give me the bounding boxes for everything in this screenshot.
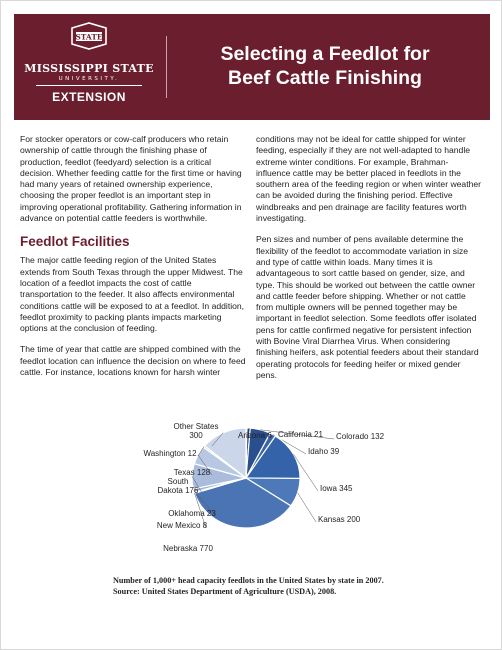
- logo-rule: [36, 85, 142, 86]
- pie-label-kansas: Kansas 200: [318, 515, 361, 524]
- pie-label-texas: Texas 128: [173, 468, 211, 477]
- intro-paragraph: For stocker operators or cow-calf producers who retain ownership of cattle through the finishing phase of production, feedlot (feedyard) selection is a critical decision. Whether feeding cattle for the first time or having had many years of retained ownership experience, choosing the proper feedlot is an important step in improving operational profitability. Gathering information in advance on potential cattle feeders is worthwhile.: [20, 134, 242, 224]
- pie-label-washington: Washington 12: [143, 449, 197, 458]
- pie-label-arizona: Arizona 6: [238, 431, 272, 440]
- pie-label-nebraska: Nebraska 770: [163, 544, 213, 553]
- section-heading-feedlot-facilities: Feedlot Facilities: [20, 234, 130, 250]
- msu-extension-logo[interactable]: [20, 18, 158, 106]
- right-paragraph-1: conditions may not be ideal for cattle shipped for winter feeding, especially if they are not well-adapted to handle extreme winter conditions. For example, Brahman-influence cattle may be better placed in feedlots in the southern area of the feeding region or when winter weather can be avoided during the finishing period. Effective windbreaks and pen drainage are facility features worth investigating.: [256, 134, 482, 224]
- pie-label-idaho: Idaho 39: [308, 447, 340, 456]
- pie-label-iowa: Iowa 345: [320, 484, 353, 493]
- pie-label-california: California 21: [278, 430, 323, 439]
- state-seal-icon: [68, 22, 110, 50]
- pie-label-new-mexico: New Mexico 8: [156, 521, 208, 530]
- logo-university-name: MISSISSIPPI STATE: [24, 62, 154, 75]
- logo-university-word: UNIVERSITY.: [58, 76, 120, 82]
- left-column: [20, 134, 246, 388]
- caption-line-2: Source: United States Department of Agriculture (USDA), 2008.: [113, 587, 337, 596]
- leader-line-kansas: [298, 493, 316, 522]
- title-line-1: Selecting a Feedlot for: [220, 43, 430, 65]
- pie-label-colorado: Colorado 132: [336, 432, 385, 441]
- chart-caption: [113, 575, 453, 597]
- pie-label-oklahoma: Oklahoma 23: [168, 509, 216, 518]
- header-divider: [166, 36, 167, 98]
- feedlot-pie-chart: [100, 418, 430, 568]
- facilities-paragraph-1: The major cattle feeding region of the United States extends from South Texas through the upper Midwest. The location of a feedlot impacts the cost of cattle transportation to the feeder. It also affects environmental conditions cattle will be exposed to at a feedlot. In addition, feedlot proximity to packing plants impacts marketing options at the conclusion of feeding.: [20, 255, 245, 334]
- logo-extension: EXTENSION: [52, 90, 126, 104]
- pie-label-other-states: Other States 300: [173, 422, 219, 440]
- title-line-2: Beef Cattle Finishing: [228, 67, 422, 89]
- page-title: [170, 42, 480, 90]
- pie-label-south-dakota: South Dakota 176: [157, 477, 199, 495]
- seal-text: STATE: [75, 32, 103, 42]
- caption-line-1: Number of 1,000+ head capacity feedlots in the United States by state in 2007.: [113, 576, 384, 585]
- facilities-paragraph-2: The time of year that cattle are shipped combined with the feedlot location can influence the decision on where to feed cattle. For instance, locations known for harsh winter: [20, 344, 246, 378]
- right-paragraph-2: Pen sizes and number of pens available determine the flexibility of the feedlot to accommodate variation in size and type of cattle within loads. Many times it is advantageous to sort cattle based on gender, size, and type. This should be worked out between the cattle owner and cattle feeder before shipping. Whether or not cattle from multiple owners will be penned together may be important in feedlot selection. Some feedlots offer isolated pens for cattle confirmed negative for persistent infection with Bovine Viral Diarrhea Virus. When considering finishing heifers, ask potential feeders about their standard operating protocols for feeding heifer or mixed gender pens.: [256, 234, 479, 380]
- right-column: [256, 134, 482, 391]
